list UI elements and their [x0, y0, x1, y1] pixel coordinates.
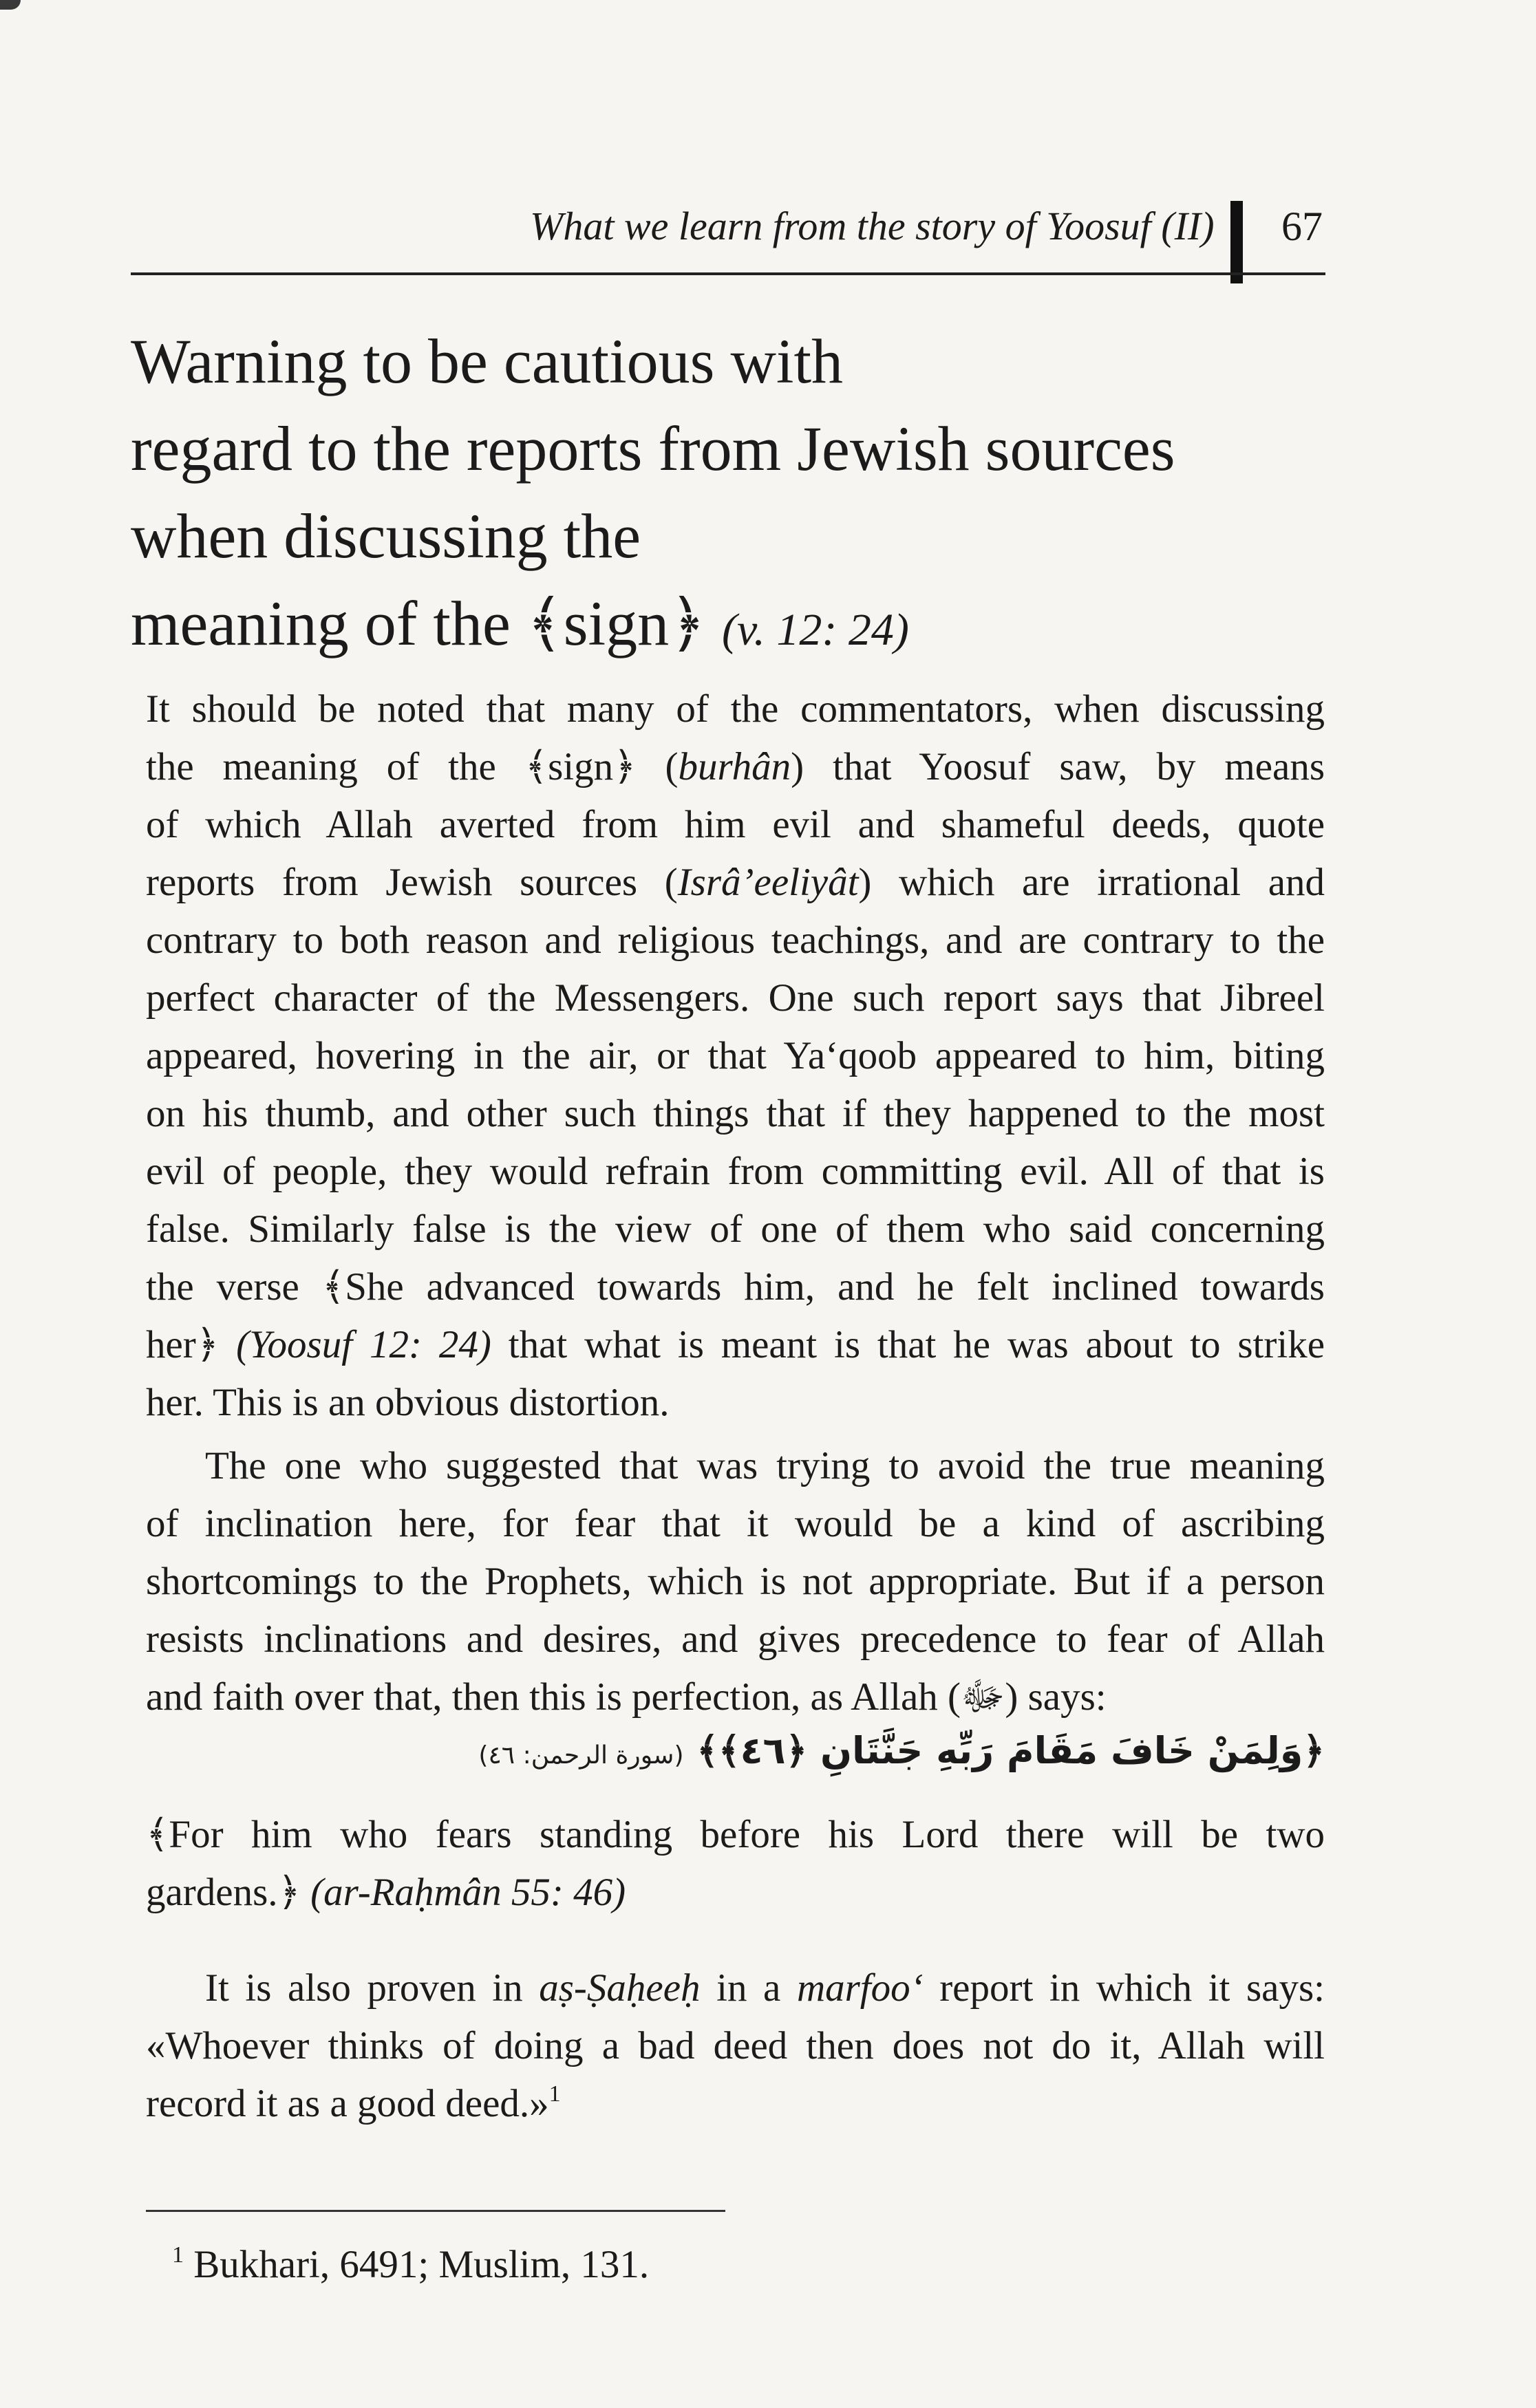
text-run: perfect character of the Messengers. One such report says that Jibreel	[146, 976, 1325, 1020]
text-line	[146, 2017, 1325, 2075]
text-run: ) that Yoosuf saw, by means	[791, 745, 1325, 788]
text-line	[146, 1374, 1325, 1432]
italic-text: (ar-Raḥmân 55: 46)	[310, 1871, 626, 1914]
text-run: in a	[700, 1966, 797, 2010]
text-run: the meaning of the ﴾sign﴿ (	[146, 745, 679, 788]
header-rule	[131, 272, 1325, 275]
text-run: false. Similarly false is the view of one of them who said concerning	[146, 1207, 1325, 1251]
italic-text: Isrâ’eeliyât	[677, 861, 859, 904]
arabic-verse-text: ﴿وَلِمَنْ خَافَ مَقَامَ رَبِّهِ جَنَّتَانِ ﴿٤٦﴾﴾	[696, 1729, 1325, 1772]
text-line	[146, 1258, 1325, 1316]
text-run: ﴾For him who fears standing before his Lord there will be two	[146, 1813, 1325, 1856]
italic-text: (Yoosuf 12: 24)	[236, 1323, 491, 1366]
paragraph-2	[146, 1437, 1325, 1726]
arabic-verse-reference: (سورة الرحمن: ٤٦)	[478, 1741, 684, 1770]
heading-line	[131, 580, 1369, 674]
text-run: ) which are irrational and	[858, 861, 1325, 904]
text-run: of inclination here, for fear that it would be a kind of ascribing	[146, 1502, 1325, 1545]
footnote-marker: 1	[172, 2242, 184, 2268]
text-run: that what is meant is that he was about to strike	[491, 1323, 1325, 1366]
text-run: appeared, hovering in the air, or that Ya‘qoob appeared to him, biting	[146, 1034, 1325, 1077]
italic-text: marfoo‘	[796, 1966, 924, 2010]
text-run: the verse ﴾She advanced towards him, and he felt inclined towards	[146, 1265, 1325, 1309]
page-corner-shadow	[0, 0, 21, 10]
text-line	[146, 796, 1325, 854]
paragraph-1	[146, 680, 1325, 1432]
text-run: of which Allah averted from him evil and shameful deeds, quote	[146, 803, 1325, 846]
text-line	[146, 854, 1325, 912]
text-line	[146, 1085, 1325, 1143]
footnote-text: Bukhari, 6491; Muslim, 131.	[193, 2243, 650, 2286]
paragraph-3	[146, 1959, 1325, 2133]
heading-line: regard to the reports from Jewish sources	[131, 413, 1175, 484]
text-line	[146, 1959, 1325, 2017]
text-run: record it as a good deed.»	[146, 2082, 549, 2125]
running-head-bar	[1230, 201, 1243, 283]
running-head-title: What we learn from the story of Yoosuf (II)	[530, 204, 1215, 248]
text-line	[146, 738, 1325, 796]
italic-text: aṣ-Ṣaḥeeḥ	[539, 1966, 701, 2010]
text-line	[146, 1316, 1325, 1374]
text-run: shortcomings to the Prophets, which is not appropriate. But if a person	[146, 1560, 1325, 1603]
text-line	[146, 2075, 1325, 2133]
italic-text: burhân	[678, 745, 791, 788]
arabic-verse	[146, 1722, 1325, 1780]
text-line	[146, 1864, 1325, 1922]
text-run: on his thumb, and other such things that if they happened to the most	[146, 1092, 1325, 1135]
page-number: 67	[1281, 204, 1323, 249]
text-run: The one who suggested that was trying to avoid the true meaning	[205, 1444, 1325, 1487]
footnote	[172, 2237, 649, 2292]
text-run: contrary to both reason and religious teachings, and are contrary to the	[146, 918, 1325, 962]
text-line	[146, 1437, 1325, 1495]
text-run: It is also proven in	[205, 1966, 540, 2010]
text-line	[146, 680, 1325, 738]
text-line	[146, 1668, 1325, 1726]
footnote-rule	[146, 2210, 725, 2212]
text-run: «Whoever thinks of doing a bad deed then does not do it, Allah will	[146, 2024, 1325, 2067]
text-line	[146, 1553, 1325, 1611]
verse-translation	[146, 1806, 1325, 1922]
heading-text: meaning of the ﴾sign﴿	[131, 588, 706, 658]
text-line	[146, 1027, 1325, 1085]
text-line	[146, 969, 1325, 1027]
section-heading	[131, 318, 1369, 674]
heading-line: Warning to be cautious with	[131, 326, 844, 396]
text-run: her. This is an obvious distortion.	[146, 1381, 670, 1424]
heading-verse-reference: (v. 12: 24)	[722, 605, 909, 655]
text-run: resists inclinations and desires, and gives precedence to fear of Allah	[146, 1617, 1325, 1661]
text-line	[146, 1611, 1325, 1668]
text-line	[146, 1201, 1325, 1258]
text-line	[146, 1806, 1325, 1864]
text-run: her﴿	[146, 1323, 237, 1366]
footnote-reference: 1	[548, 2081, 561, 2107]
text-run: gardens.﴿	[146, 1871, 311, 1914]
text-run: reports from Jewish sources (	[146, 861, 678, 904]
text-line	[146, 1143, 1325, 1201]
text-line	[146, 1495, 1325, 1553]
text-line	[146, 912, 1325, 969]
text-run: report in which it says:	[923, 1966, 1325, 2010]
heading-line: when discussing the	[131, 501, 641, 571]
text-run: evil of people, they would refrain from committing evil. All of that is	[146, 1150, 1325, 1193]
text-run: and faith over that, then this is perfection, as Allah (ﷻ) says:	[146, 1675, 1107, 1719]
text-run: It should be noted that many of the commentators, when discussing	[146, 687, 1325, 731]
